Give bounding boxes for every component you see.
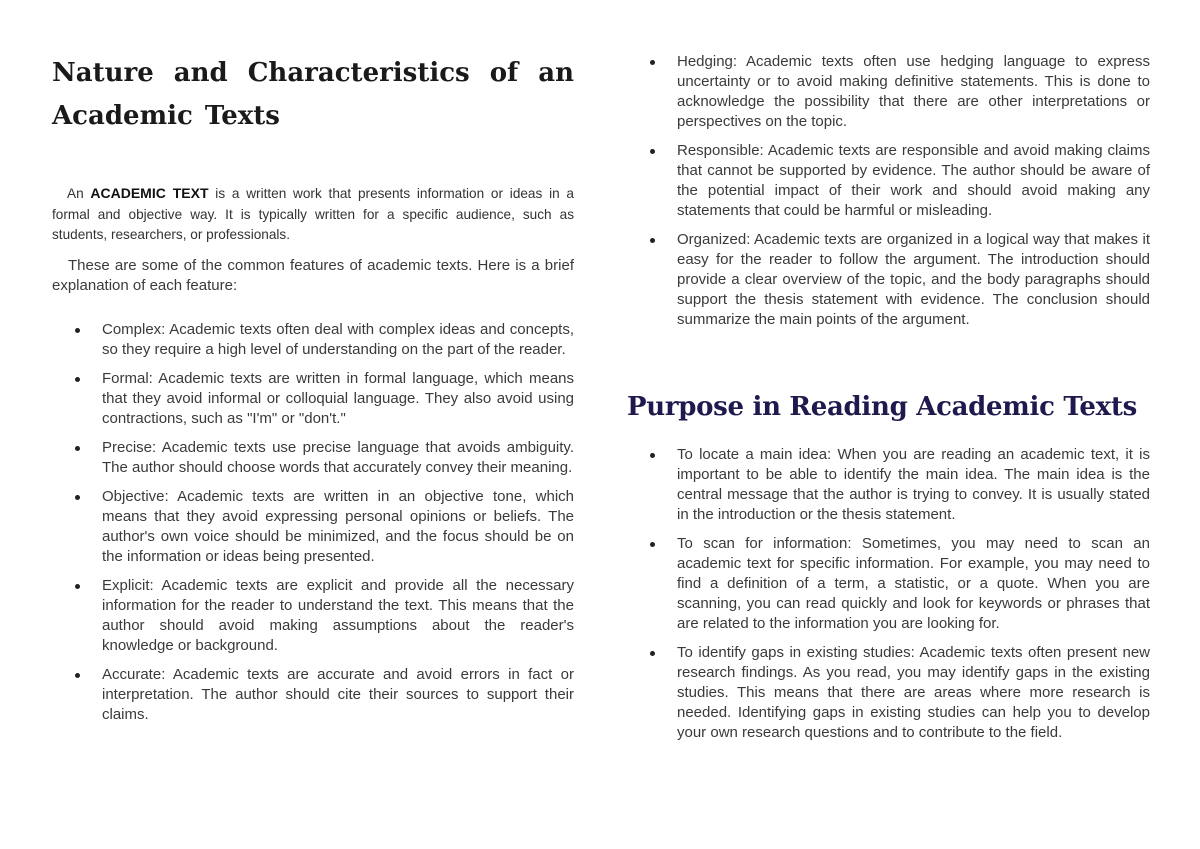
list-item-text: Complex: Academic texts often deal with complex ideas and concepts, so they require a high level of understanding on the part of the reader. <box>102 321 574 358</box>
list-item <box>627 534 1150 634</box>
intro-prefix: An <box>67 186 91 201</box>
list-item-text: Explicit: Academic texts are explicit and provide all the necessary information for the reader to understand the text. This means that the author should avoid making assumptions about the reader's knowledge or background. <box>102 577 574 654</box>
list-item-text: Responsible: Academic texts are responsible and avoid making claims that cannot be supported by evidence. The author should be aware of the potential impact of their work and should avoid making any statements that could be harmful or misleading. <box>677 142 1150 219</box>
list-item <box>52 438 574 478</box>
list-item <box>627 141 1150 221</box>
bullet-icon <box>650 453 655 458</box>
bullet-icon <box>75 446 80 451</box>
bullet-icon <box>650 60 655 65</box>
page-title <box>52 52 574 138</box>
page-title-line-2: Academic Texts <box>52 101 280 131</box>
list-item <box>627 52 1150 132</box>
list-item-text: To scan for information: Sometimes, you may need to scan an academic text for specific information. For example, you may need to find a definition of a term, a statistic, or a quote. When you are scanning, you can read quickly and look for keywords or phrases that are related to the information you are looking for. <box>677 535 1150 632</box>
features-intro-paragraph: These are some of the common features of academic texts. Here is a brief explanation of each feature: <box>52 257 574 294</box>
bullet-icon <box>75 584 80 589</box>
bullet-icon <box>650 542 655 547</box>
intro-bold-term: ACADEMIC TEXT <box>90 185 209 201</box>
section-title-purpose: Purpose in Reading Academic Texts <box>627 392 1137 422</box>
list-item-text: Accurate: Academic texts are accurate and avoid errors in fact or interpretation. The author should cite their sources to support their claims. <box>102 666 574 723</box>
list-item <box>52 369 574 429</box>
list-item <box>52 665 574 725</box>
list-item <box>52 487 574 567</box>
bullet-icon <box>650 238 655 243</box>
list-item-text: Hedging: Academic texts often use hedging language to express uncertainty or to avoid making definitive statements. This is done to acknowledge the possibility that there are other interpretations or perspectives on the topic. <box>677 53 1150 130</box>
list-item-text: Objective: Academic texts are written in an objective tone, which means that they avoid expressing personal opinions or beliefs. The author's own voice should be minimized, and the focus should be on the information or ideas being presented. <box>102 488 574 565</box>
list-item <box>52 320 574 360</box>
bullet-icon <box>75 673 80 678</box>
list-item-text: To locate a main idea: When you are reading an academic text, it is important to be able to identify the main idea. The main idea is the central message that the author is trying to convey. It is usually stated in the introduction or the thesis statement. <box>677 446 1150 523</box>
bullet-icon <box>75 495 80 500</box>
list-item <box>52 576 574 656</box>
features-list-left <box>52 320 574 725</box>
bullet-icon <box>75 377 80 382</box>
list-item <box>627 230 1150 330</box>
list-item-text: Formal: Academic texts are written in formal language, which means that they avoid informal or colloquial language. They also avoid using contractions, such as "I'm" or "don't." <box>102 370 574 427</box>
list-item <box>627 643 1150 743</box>
list-item <box>627 445 1150 525</box>
intro-paragraph <box>52 183 574 246</box>
list-item-text: To identify gaps in existing studies: Academic texts often present new research findings. As you read, you may identify gaps in the existing studies. This means that there are areas where more research is needed. Identifying gaps in existing studies can help you to develop your own research questions and to contribute to the field. <box>677 644 1150 741</box>
list-item-text: Organized: Academic texts are organized in a logical way that makes it easy for the reader to follow the argument. The introduction should provide a clear overview of the topic, and the body paragraphs should support the thesis statement with evidence. The conclusion should summarize the main points of the argument. <box>677 231 1150 328</box>
intro-rest: is a written work that presents information or ideas in a formal and objective way. It is typically written for a specific audience, such as students, researchers, or professionals. <box>52 186 574 242</box>
list-item-text: Precise: Academic texts use precise language that avoids ambiguity. The author should choose words that accurately convey their meaning. <box>102 439 574 476</box>
bullet-icon <box>650 149 655 154</box>
purpose-list <box>627 445 1150 743</box>
features-list-right <box>627 52 1150 330</box>
bullet-icon <box>75 328 80 333</box>
bullet-icon <box>650 651 655 656</box>
page-title-line-1: Nature and Characteristics of an <box>52 58 574 88</box>
